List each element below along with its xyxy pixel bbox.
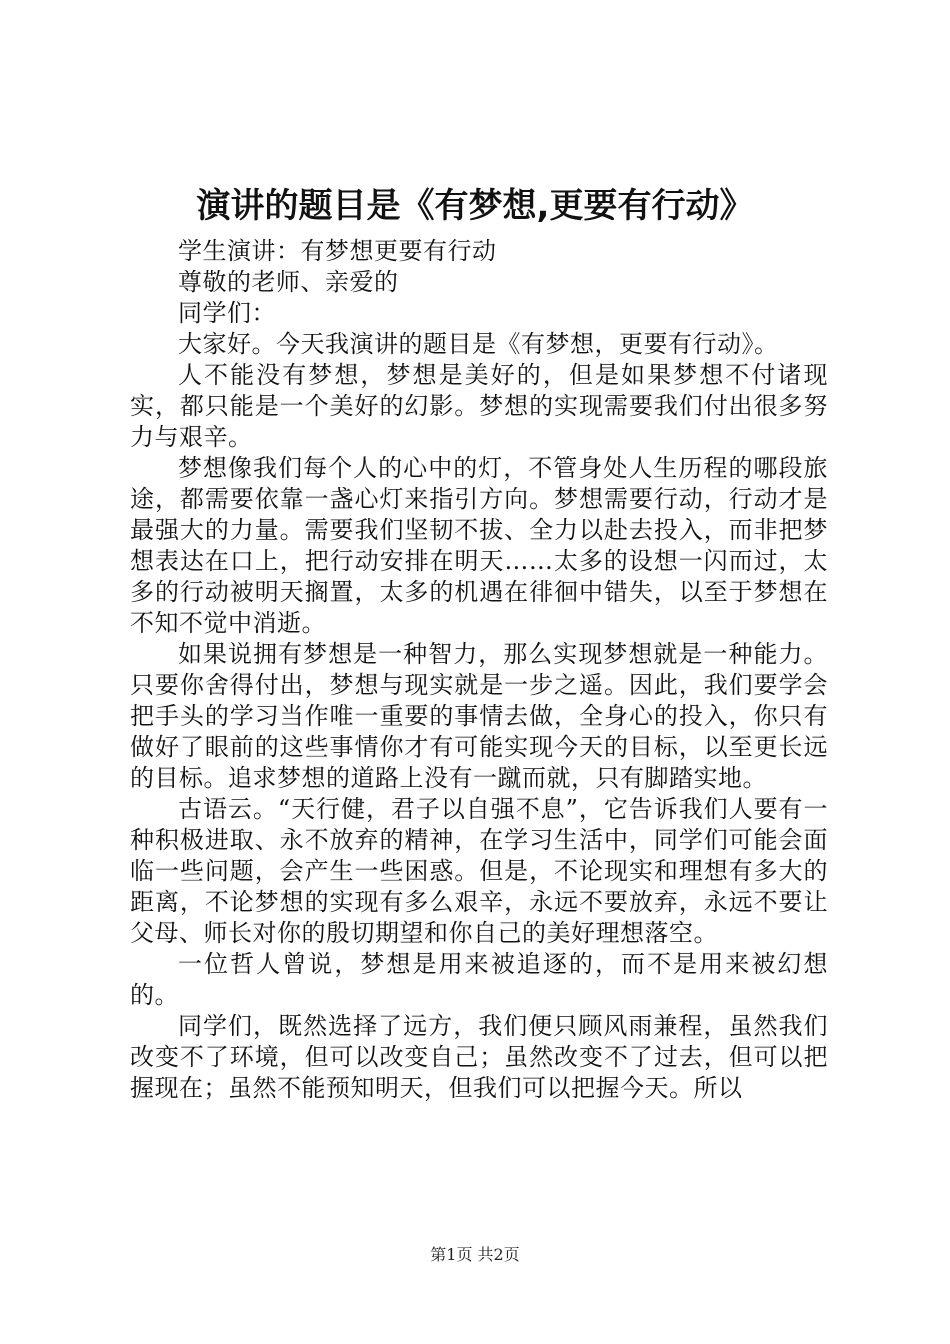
paragraph: 人不能没有梦想，梦想是美好的，但是如果梦想不付诸现实，都只能是一个美好的幻影。梦想的实现需要我们付出很多努力与艰辛。	[130, 361, 828, 451]
paragraph: 如果说拥有梦想是一种智力，那么实现梦想就是一种能力。只要你舍得付出，梦想与现实就是一步之遥。因此，我们要学会把手头的学习当作唯一重要的事情去做，全身心的投入，你只有做好了眼前的这些事情你才有可能实现今天的目标，以至更长远的目标。追求梦想的道路上没有一蹴而就，只有脚踏实地。	[130, 640, 828, 792]
paragraph-salutation: 尊敬的老师、亲爱的	[178, 268, 399, 296]
paragraph: 梦想像我们每个人的心中的灯，不管身处人生历程的哪段旅途，都需要依靠一盏心灯来指引方向。梦想需要行动，行动才是最强大的力量。需要我们坚韧不拔、全力以赴去投入，而非把梦想表达在口上，把行动安排在明天……太多的设想一闪而过，太多的行动被明天搁置，太多的机遇在徘徊中错失，以至于梦想在不知不觉中消逝。	[130, 454, 828, 637]
document-title: 演讲的题目是《有梦想,更要有行动》	[196, 186, 754, 226]
paragraph-salutation-cont: 同学们：	[178, 299, 276, 327]
paragraph: 古语云。“天行健，君子以自强不息”，它告诉我们人要有一种积极进取、永不放弃的精神，在学习生活中，同学们可能会面临一些问题，会产生一些困惑。但是，不论现实和理想有多大的距离，不论梦想的实现有多么艰辛，永远不要放弃，永远不要让父母、师长对你的殷切期望和你自己的美好理想落空。	[130, 795, 828, 947]
page-footer: 第1页 共2页	[430, 1245, 520, 1264]
paragraph: 同学们，既然选择了远方，我们便只顾风雨兼程，虽然我们改变不了环境，但可以改变自己；虽然改变不了过去，但可以把握现在；虽然不能预知明天，但我们可以把握今天。所以	[130, 1012, 828, 1102]
paragraph: 一位哲人曾说，梦想是用来被追逐的，而不是用来被幻想的。	[130, 950, 828, 1009]
paragraph-subtitle: 学生演讲：有梦想更要有行动	[178, 237, 497, 265]
paragraph-greeting: 大家好。今天我演讲的题目是《有梦想，更要有行动》。	[178, 330, 779, 358]
document-body	[130, 236, 828, 1104]
